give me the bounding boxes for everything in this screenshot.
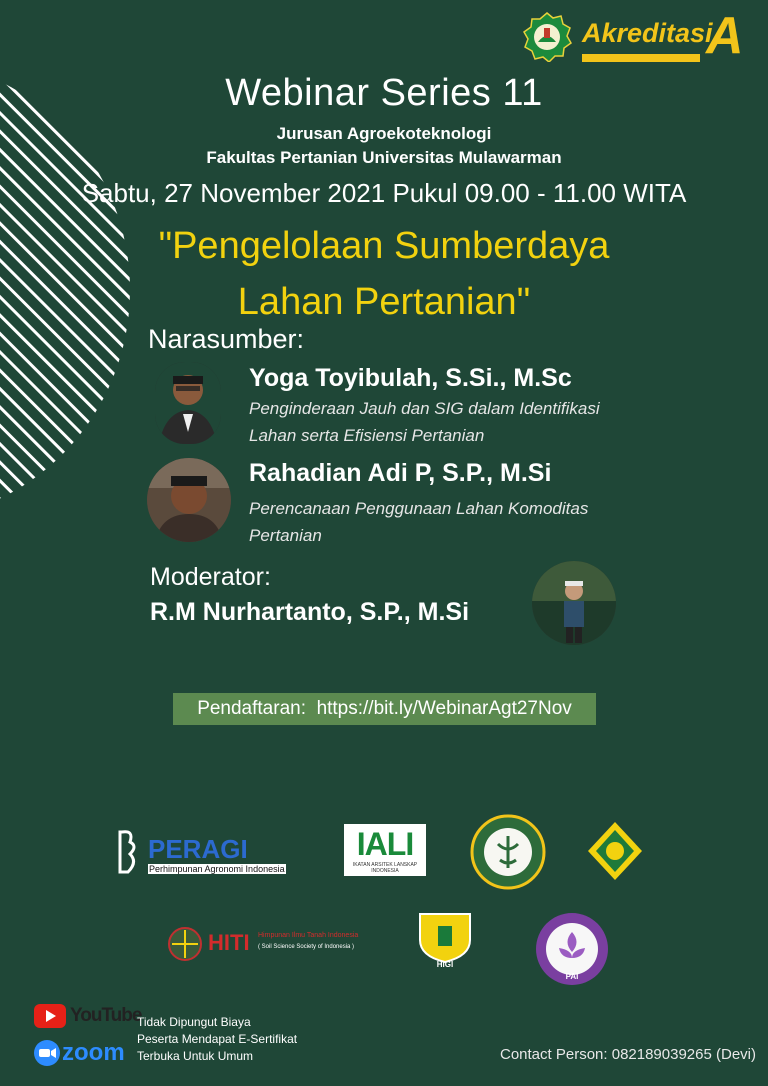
higi-shield-icon: [414, 910, 476, 964]
person-avatar-icon: [532, 561, 616, 645]
contact-person: Contact Person: 082189039265 (Devi): [500, 1046, 756, 1063]
info-certificate: Peserta Mendapat E-Sertifikat: [137, 1032, 298, 1046]
university-logo: [522, 12, 572, 62]
event-topic: [0, 218, 768, 330]
peragi-logo: [116, 828, 291, 876]
moderator-name: R.M Nurhartanto, S.P., M.Si: [150, 598, 470, 626]
info-public: Terbuka Untuk Umum: [137, 1049, 254, 1063]
hiti-subtitle-1: Himpunan Ilmu Tanah Indonesia: [258, 932, 359, 939]
faculty-name: Fakultas Pertanian Universitas Mulawarman: [206, 148, 562, 167]
event-title: Webinar Series 11: [225, 72, 543, 114]
department-name: Jurusan Agroekoteknologi: [276, 124, 492, 143]
iali-logo: [344, 824, 426, 876]
topic-line-1: "Pengelolaan Sumberdaya: [158, 225, 610, 267]
event-datetime: Sabtu, 27 November 2021 Pukul 09.00 - 11.00 WITA: [81, 178, 687, 208]
peragi-emblem-icon: [116, 828, 142, 876]
moderator-photo: [532, 561, 616, 645]
higi-logo: [414, 910, 476, 976]
hiti-logo: [166, 924, 376, 964]
hiti-emblem-icon: [166, 926, 204, 962]
person-avatar-icon: [147, 458, 231, 542]
speaker-1-name: Yoga Toyibulah, S.Si., M.Sc: [249, 364, 572, 392]
accreditation-grade: A: [706, 7, 744, 65]
event-info: [137, 1014, 297, 1065]
iali-subtitle: IKATAN ARSITEK LANSKAP INDONESIA: [352, 862, 418, 874]
higi-name: HIGI: [436, 960, 454, 969]
speaker-1-desc-line1: Penginderaan Jauh dan SIG dalam Identifikasi: [249, 399, 600, 418]
youtube-wordmark: YouTube: [70, 1005, 142, 1026]
zoom-logo: [34, 1040, 128, 1066]
pai-logo: [535, 912, 609, 986]
registration-label: Pendaftaran:: [197, 698, 306, 719]
speaker-2-photo: [147, 458, 231, 542]
agroecotech-association-logo: [584, 820, 646, 882]
pai-name: PAI: [565, 972, 579, 981]
topic-line-2: Lahan Pertanian": [237, 281, 531, 323]
iali-name: IALI: [356, 826, 414, 862]
info-free: Tidak Dipungut Biaya: [137, 1015, 251, 1029]
person-avatar-icon: [155, 362, 221, 444]
hiti-subtitle-2: ( Soil Science Society of Indonesia ): [258, 944, 355, 950]
hiti-name: HITI: [208, 930, 250, 955]
speaker-1-photo: [155, 362, 221, 444]
accreditation-label: Akreditasi: [582, 18, 713, 48]
speaker-2-desc-line1: Perencanaan Penggunaan Lahan Komoditas: [249, 499, 589, 518]
horticulture-society-logo: [470, 814, 546, 890]
zoom-camera-icon: [34, 1040, 60, 1066]
university-emblem-icon: [522, 12, 572, 62]
registration-banner[interactable]: [173, 693, 596, 725]
peragi-subtitle: Perhimpunan Agronomi Indonesia: [149, 864, 285, 874]
speaker-2-name: Rahadian Adi P, S.P., M.Si: [249, 459, 552, 487]
speakers-label: Narasumber:: [148, 324, 305, 354]
accreditation-badge: [582, 7, 754, 66]
speaker-2-desc: [249, 495, 588, 549]
youtube-logo: [34, 1004, 142, 1028]
accreditation-bar: [582, 54, 700, 62]
registration-link[interactable]: https://bit.ly/WebinarAgt27Nov: [316, 698, 572, 719]
speaker-2-desc-line2: Pertanian: [249, 526, 322, 545]
youtube-play-icon: [34, 1004, 66, 1028]
moderator-label: Moderator:: [150, 563, 271, 591]
peragi-name: PERAGI: [148, 834, 248, 864]
speaker-1-desc: [249, 395, 600, 449]
zoom-wordmark: zoom: [62, 1039, 125, 1066]
speaker-1-desc-line2: Lahan serta Efisiensi Pertanian: [249, 426, 485, 445]
